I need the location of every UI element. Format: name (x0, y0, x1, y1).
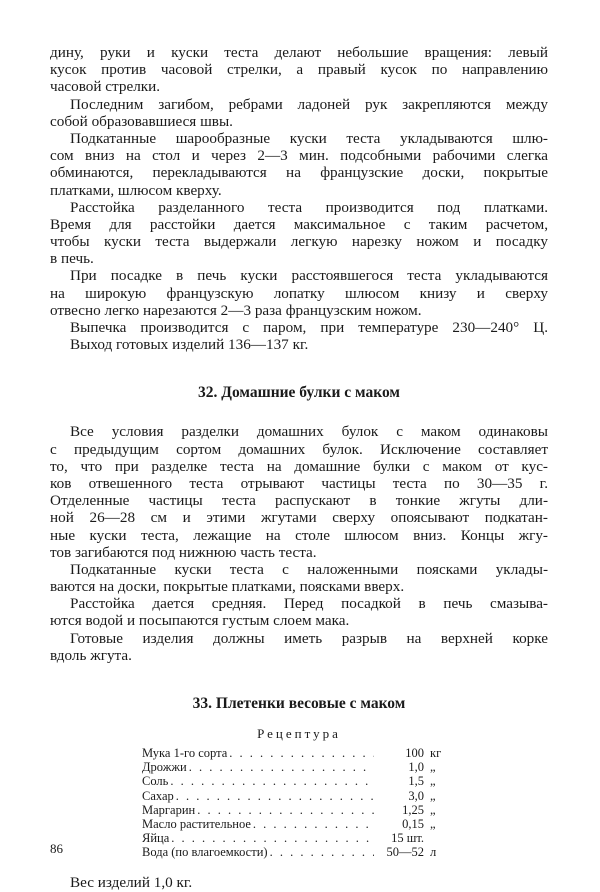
text-line: то, что при разделке теста на домашние булки с маком от кус- (50, 457, 548, 475)
recipe-row (142, 746, 452, 760)
text-line: Отделенные частицы теста распускают в тонкие жгуты дли- (50, 492, 548, 510)
ingredient-unit: „ (430, 774, 436, 789)
text-line: ной 26—28 см и этими жгутами сверху опоясывают подкатан- (50, 509, 548, 527)
recipe-row (142, 789, 452, 803)
text-line: в печь. (50, 250, 94, 268)
text-line: с предыдущим сортом домашних булок. Исключение составляет (50, 440, 548, 458)
section-heading-32: 32. Домашние булки с маком (198, 384, 400, 402)
leader-dots (169, 831, 374, 845)
text-line: ваются на доски, покрытые платками, поясками вверх. (50, 578, 405, 596)
recipe-row (142, 845, 452, 859)
ingredient-unit: кг (430, 746, 442, 760)
text-line: Время для расстойки дается максимальное с таким расчетом, (50, 215, 548, 233)
text-line: сом вниз на стол и через 2—3 мин. подсобными рабочими слегка (50, 147, 548, 165)
ingredient-name: Яйца (142, 831, 170, 846)
recipe-row (142, 760, 452, 774)
ingredient-amount: 100 (405, 746, 424, 760)
text-line: При посадке в печь куски расстоявшегося теста укладываются (70, 267, 548, 285)
text-line: Все условия разделки домашних булок с маком одинаковы (70, 423, 548, 441)
ingredient-unit: „ (430, 760, 436, 775)
text-line: отвесно легко нарезаются 2—3 раза французским ножом. (50, 301, 422, 319)
recipe-table (142, 746, 452, 860)
leader-dots (187, 760, 374, 774)
text-line: Расстойка дается средняя. Перед посадкой в печь смазыва- (70, 595, 548, 613)
ingredient-name: Сахар (142, 788, 174, 803)
ingredient-name: Маргарин (142, 802, 196, 817)
text-line: чтобы куски теста выдержали легкую нарезку ножом и посадку (50, 233, 548, 251)
ingredient-name: Масло растительное (142, 816, 251, 831)
ingredient-unit: л (430, 845, 437, 860)
text-line: Выход готовых изделий 136—137 кг. (70, 336, 309, 354)
intro-text (50, 44, 548, 353)
ingredient-name: Мука 1-го сорта (142, 746, 228, 760)
text-line: ются водой и посыпаются густым слоем мака. (50, 612, 350, 630)
text-line: Последним загибом, ребрами ладоней рук закрепляются между (70, 95, 548, 113)
leader-dots (251, 817, 374, 831)
section-heading-33: 33. Плетенки весовые с маком (192, 695, 406, 712)
text-line: на широкую французскую лопатку шлюсом книзу и сверху (50, 284, 548, 302)
leader-dots (168, 774, 374, 788)
text-line: часовой стрелки. (50, 78, 161, 96)
recipe-row (142, 803, 452, 817)
recipe-row (142, 817, 452, 831)
ingredient-amount: 15 шт. (391, 831, 424, 846)
text-line: тов загибаются под нижнюю часть теста. (50, 543, 317, 561)
leader-dots (195, 803, 374, 817)
leader-dots (174, 789, 374, 803)
recipe-row (142, 774, 452, 788)
ingredient-name: Вода (по влагоемкости) (142, 845, 268, 860)
ingredient-amount: 0,15 (402, 816, 424, 831)
text-line: ные куски теста, лежащие на столе шлюсом вниз. Концы жгу- (50, 526, 548, 544)
section-32-text (50, 423, 548, 664)
text-line: ков отвешенного теста отрывают частицы теста по 30—35 г. (50, 474, 548, 492)
ingredient-amount: 50—52 (386, 845, 424, 860)
ingredient-amount: 1,25 (402, 802, 424, 817)
recipe-row (142, 831, 452, 845)
text-line: платками, шлюсом кверху. (50, 181, 222, 199)
text-line: Расстойка разделанного теста производится под платками. (70, 198, 548, 216)
text-line: кусок против часовой стрелки, а правый кусок по направлению (50, 61, 548, 79)
page-number: 86 (50, 841, 63, 856)
ingredient-unit (424, 831, 452, 845)
page-body (50, 44, 548, 892)
ingredient-unit: „ (430, 802, 436, 817)
ingredient-amount: 1,5 (408, 774, 424, 789)
ingredient-name: Соль (142, 774, 169, 789)
ingredient-unit: „ (430, 816, 436, 831)
text-line: Выпечка производится с паром, при температуре 230—240° Ц. (70, 319, 548, 336)
recipe-title: Рецептура (257, 726, 341, 741)
text-line: собой образовавшиеся швы. (50, 112, 233, 130)
ingredient-unit: „ (430, 788, 436, 803)
text-line: Готовые изделия должны иметь разрыв на верхней корке (70, 629, 548, 647)
text-line: обминаются, перекладываются на французские доски, покрытые (50, 164, 548, 182)
text-line: Подкатанные шарообразные куски теста укладываются шлю- (70, 129, 548, 147)
ingredient-amount: 1,0 (408, 760, 424, 775)
ingredient-name: Дрожжи (142, 760, 187, 775)
ingredient-amount: 3,0 (408, 788, 424, 803)
text-line: вдоль жгута. (50, 646, 132, 664)
leader-dots (268, 845, 374, 859)
text-line: дину, руки и куски теста делают небольшие вращения: левый (50, 44, 548, 61)
leader-dots (227, 746, 374, 760)
text-line: Подкатанные куски теста с наложенными поясками уклады- (70, 560, 548, 578)
product-weight: Вес изделий 1,0 кг. (70, 873, 193, 891)
